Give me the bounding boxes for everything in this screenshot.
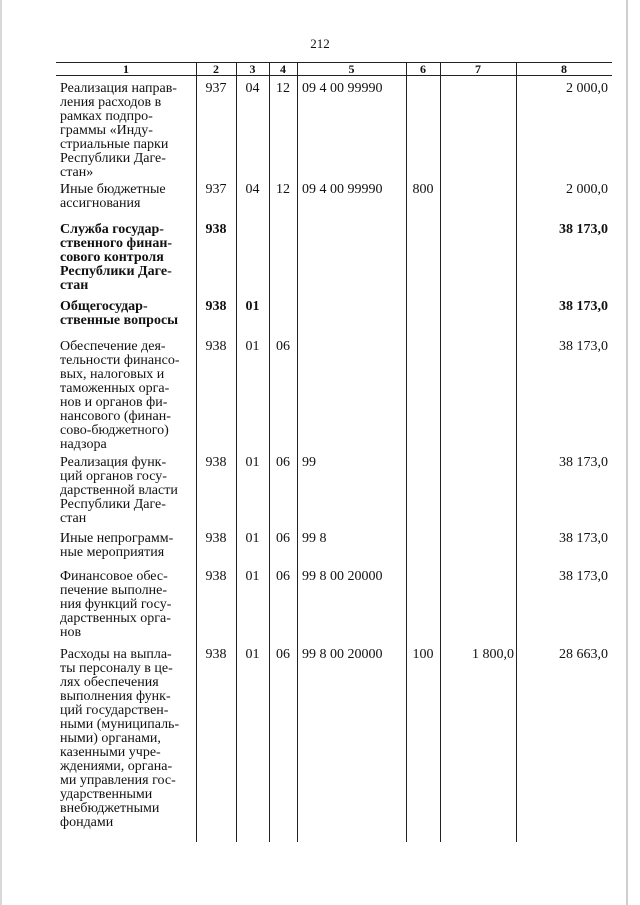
row-1-col-4: 12 <box>276 81 290 96</box>
header-col-5: 5 <box>348 62 355 76</box>
row-4-col-3: 01 <box>245 299 260 314</box>
row-4-name: Общегосудар- ственные вопросы <box>60 299 179 328</box>
row-7-col-3: 01 <box>245 531 260 546</box>
row-6-col-3: 01 <box>245 455 260 470</box>
row-2-col-2: 937 <box>205 182 227 197</box>
col-divider-1 <box>196 62 197 842</box>
row-7-name: Иные непрограмм- ные мероприятия <box>60 531 174 560</box>
header-col-8: 8 <box>561 62 567 76</box>
col-divider-7 <box>516 62 517 842</box>
row-7-col-5: 99 8 <box>302 531 327 546</box>
row-9-col-3: 01 <box>245 647 260 662</box>
row-2-col-8: 2 000,0 <box>566 182 608 197</box>
header-col-1: 1 <box>123 62 129 76</box>
row-1-col-8: 2 000,0 <box>566 81 608 96</box>
row-3-name: Служба государ- ственного финан- сового контроля Республики Даге- стан <box>60 222 173 293</box>
row-5-col-2: 938 <box>205 339 227 354</box>
row-9-col-5: 99 8 00 20000 <box>302 647 383 662</box>
row-6-name: Реализация функ- ций органов госу- дарственной власти Республики Даге- стан <box>60 455 178 526</box>
row-2-col-3: 04 <box>245 182 260 197</box>
row-9-col-4: 06 <box>276 647 290 662</box>
scan-edge-mark <box>626 0 628 905</box>
row-6-col-5: 99 <box>302 455 316 470</box>
col-divider-3 <box>269 62 270 842</box>
row-2-name: Иные бюджетные ассигнования <box>60 182 166 211</box>
row-5-col-4: 06 <box>276 339 290 354</box>
header-col-4: 4 <box>280 62 286 76</box>
col-divider-2 <box>236 62 237 842</box>
row-1-name: Реализация направ- ления расходов в рамках подпро- граммы «Инду- стриальные парки Республики Даге- стан» <box>60 81 177 180</box>
page-number: 212 <box>310 36 330 51</box>
row-4-col-2: 938 <box>205 299 227 314</box>
table-header <box>56 62 612 76</box>
row-2-col-6: 800 <box>412 182 434 197</box>
header-col-3: 3 <box>249 62 256 76</box>
row-9-col-7: 1 800,0 <box>472 647 514 662</box>
row-8-col-3: 01 <box>245 569 260 584</box>
header-col-2: 2 <box>213 62 219 76</box>
row-5-col-3: 01 <box>245 339 260 354</box>
row-6-col-8: 38 173,0 <box>559 455 608 470</box>
row-4-col-8: 38 173,0 <box>559 299 608 314</box>
row-6-col-2: 938 <box>205 455 227 470</box>
row-5-col-8: 38 173,0 <box>559 339 608 354</box>
row-9-col-2: 938 <box>205 647 227 662</box>
header-col-6: 6 <box>420 62 426 76</box>
row-7-col-2: 938 <box>205 531 227 546</box>
row-1-col-5: 09 4 00 99990 <box>302 81 383 96</box>
row-8-name: Финансовое обес- печение выполне- ния функций госу- дарственных орга- нов <box>60 569 172 640</box>
row-8-col-8: 38 173,0 <box>559 569 608 584</box>
row-9-col-8: 28 663,0 <box>559 647 608 662</box>
row-8-col-5: 99 8 00 20000 <box>302 569 383 584</box>
header-col-7: 7 <box>475 62 481 76</box>
row-9-name: Расходы на выпла- ты персоналу в це- лях обеспечения выполнения функ- ций государствен- ными (муниципаль- ными) органами, казенными учре- ждениями, органа- ми управления гос- ударственными внебюджетными фондами <box>60 647 180 830</box>
row-8-col-4: 06 <box>276 569 290 584</box>
col-divider-4 <box>297 62 298 842</box>
row-9-col-6: 100 <box>412 647 434 662</box>
row-1-col-2: 937 <box>205 81 227 96</box>
row-3-col-8: 38 173,0 <box>559 222 608 237</box>
row-3-col-2: 938 <box>205 222 227 237</box>
scan-edge-mark-left <box>0 0 2 905</box>
row-5-name: Обеспечение дея- тельности финансо- вых, налоговых и таможенных орга- нов и органов фи- нансового (финан- сово-бюджетного) надзора <box>60 339 180 452</box>
row-6-col-4: 06 <box>276 455 290 470</box>
row-1-col-3: 04 <box>245 81 260 96</box>
row-8-col-2: 938 <box>205 569 227 584</box>
col-divider-5 <box>406 62 407 842</box>
row-7-col-4: 06 <box>276 531 290 546</box>
row-2-col-5: 09 4 00 99990 <box>302 182 383 197</box>
col-divider-6 <box>440 62 441 842</box>
row-7-col-8: 38 173,0 <box>559 531 608 546</box>
row-2-col-4: 12 <box>276 182 290 197</box>
